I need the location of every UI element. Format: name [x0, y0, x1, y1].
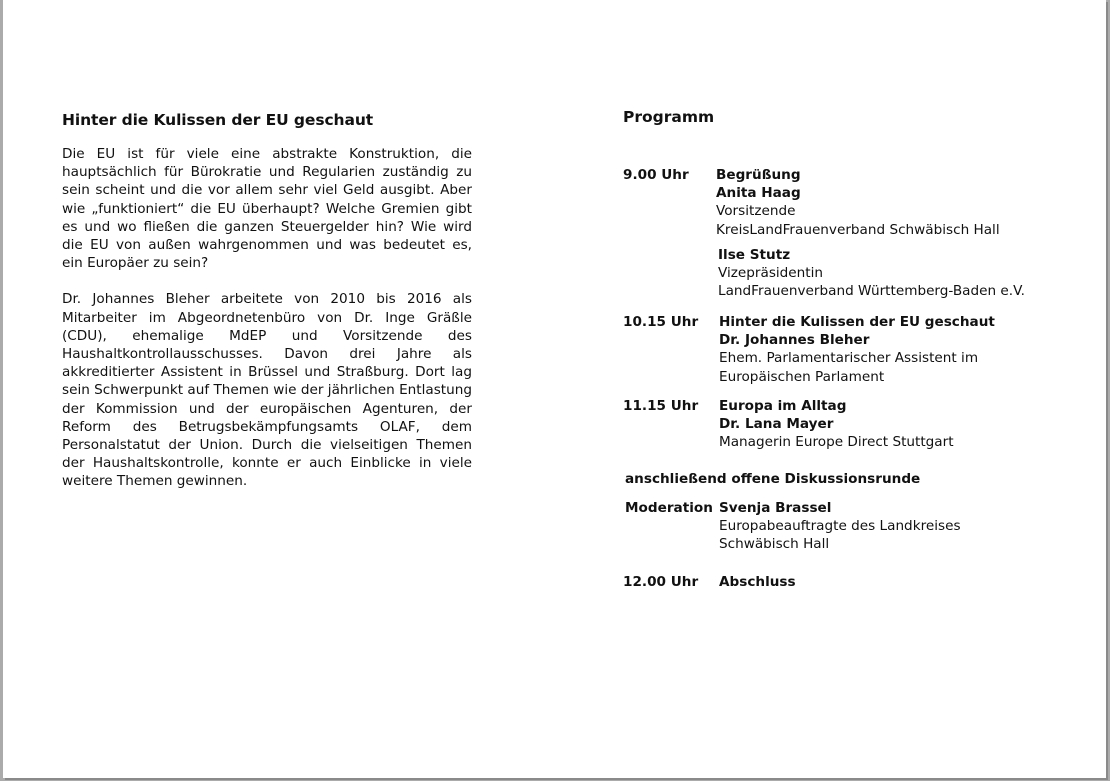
program-speaker-role: Vizepräsidentin	[718, 265, 824, 282]
program-title: Programm	[623, 108, 715, 126]
program-entry-content	[719, 397, 954, 452]
program-time: 9.00 Uhr	[623, 167, 689, 183]
program-speaker-role: Managerin Europe Direct Stuttgart	[719, 434, 954, 451]
program-moderation-label: Moderation	[625, 500, 713, 516]
program-speaker: Dr. Lana Mayer	[719, 416, 834, 433]
program-topic: Europa im Alltag	[719, 398, 847, 414]
program-speaker-org: KreisLandFrauenverband Schwäbisch Hall	[716, 221, 1000, 238]
program-entry-content	[716, 166, 1000, 239]
program-time: 11.15 Uhr	[623, 398, 699, 414]
program-discussion: anschließend offene Diskussionsrunde	[625, 471, 921, 487]
program-speaker-role-cont: Europäischen Parlament	[719, 368, 885, 385]
program-topic: Begrüßung	[716, 167, 801, 183]
article-paragraph-speaker-bio: Dr. Johannes Bleher arbeitete von 2010 bis 2016 als Mitarbeiter im Abgeordnetenbüro von Dr. Inge Gräßle (CDU), ehemalige MdEP und Vorsitzende des Haushaltkontrollausschusses. Davon drei Jahre als akkreditierter Assistent in Brüssel und Straßburg. Dort lag sein Schwerpunkt auf Themen wie der jährlichen Entlastung der Kommission und der europäischen Agenturen, der Reform des Betrugsbekämpfungsamts OLAF, dem Personalstatut der Union. Durch die vielseitigen Themen der Haushaltskontrolle, konnte er auch Einblicke in viele weitere Themen gewinnen.	[62, 291, 472, 490]
program-speaker-role: Ehem. Parlamentarischer Assistent im	[719, 350, 979, 367]
article-column	[62, 111, 472, 509]
program-topic: Hinter die Kulissen der EU geschaut	[719, 314, 995, 330]
program-entry-content-2	[718, 246, 1025, 301]
program-entry-content	[719, 313, 995, 386]
program-speaker: Ilse Stutz	[718, 247, 791, 263]
program-topic: Abschluss	[719, 574, 796, 590]
program-speaker: Anita Haag	[716, 185, 801, 202]
program-speaker: Dr. Johannes Bleher	[719, 332, 870, 349]
article-paragraph-intro: Die EU ist für viele eine abstrakte Konstruktion, die hauptsächlich für Bürokratie und Regularien zuständig zu sein scheint und die vor allem sehr viel Geld ausgibt. Aber wie „funktioniert“ die EU überhaupt? Welche Gremien gibt es und wo fließen die ganzen Steuergelder hin? Wie wird die EU von außen wahrgenommen und was bedeutet es, ein Europäer zu sein?	[62, 146, 472, 272]
program-entry-content	[719, 573, 796, 591]
program-moderator-role-cont: Schwäbisch Hall	[719, 536, 830, 553]
document-page	[3, 0, 1106, 778]
article-heading: Hinter die Kulissen der EU geschaut	[62, 111, 374, 129]
program-moderator-role: Europabeauftragte des Landkreises	[719, 518, 961, 535]
program-speaker-org: LandFrauenverband Württemberg-Baden e.V.	[718, 283, 1025, 300]
program-speaker-role: Vorsitzende	[716, 203, 796, 220]
program-entry-content	[719, 499, 961, 554]
program-time: 10.15 Uhr	[623, 314, 699, 330]
program-moderator-name: Svenja Brassel	[719, 500, 832, 516]
program-time: 12.00 Uhr	[623, 574, 699, 590]
program-column	[623, 108, 1093, 590]
